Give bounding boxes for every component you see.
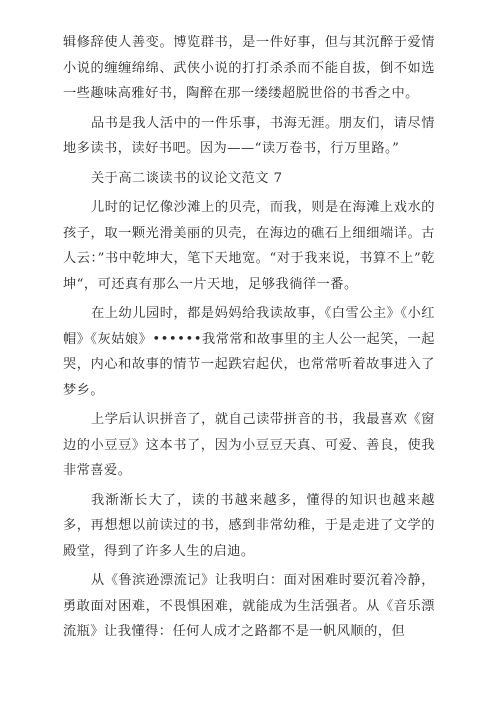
paragraph-kindergarten: 在上幼儿园时，都是妈妈给我读故事，《白雪公主》《小红帽》《灰姑娘》••••••我常常和故事里的主人公一起笑，一起哭，内心和故事的情节一起跌宕起伏，也常常听着故事进入了梦乡。 (63, 306, 435, 398)
paragraph-growing-up: 我渐渐长大了，读的书越来越多，懂得的知识也越来越多，再想想以前读过的书，感到非常幼稚，于是走进了文学的殿堂，得到了许多人生的启迪。 (63, 492, 435, 559)
document-body (63, 30, 435, 649)
paragraph-reading-joy: 品书是我人活中的一件乐事，书海无涯。朋友们，请尽情地多读书，读好书吧。因为——“读万卷书，行万里路。” (63, 115, 435, 156)
paragraph-childhood-memory: 儿时的记忆像沙滩上的贝壳，而我，则是在海滩上戏水的孩子，取一颗光滑美丽的贝壳，在海边的礁石上细细端详。古人云：”书中乾坤大，笔下天地宽。“对于我来说，书算不上”乾坤“，可还真有那么一片天地，足够我徜徉一番。 (63, 200, 435, 292)
paragraph-book-lessons: 从《鲁滨逊漂流记》让我明白：面对困难时要沉着冷静，勇敢面对困难，不畏惧困难，就能成为生活强者。从《音乐漂流瓶》让我懂得：任何人成才之路都不是一帆风顺的，但 (63, 573, 435, 639)
paragraph-pinyin-books: 上学后认识拼音了，就自己读带拼音的书，我最喜欢《窗边的小豆豆》这本书了，因为小豆豆天真、可爱、善良，使我非常喜爱。 (63, 412, 435, 478)
paragraph-continuation: 辑修辞使人善变。博览群书，是一件好事，但与其沉醉于爱情小说的缠缠绵绵、武侠小说的打打杀杀而不能自拔，倒不如选一些趣味高雅好书，陶醉在那一缕缕超脱世俗的书香之中。 (63, 35, 435, 101)
essay-title: 关于高二谈读书的议论文范文 7 (91, 170, 283, 186)
